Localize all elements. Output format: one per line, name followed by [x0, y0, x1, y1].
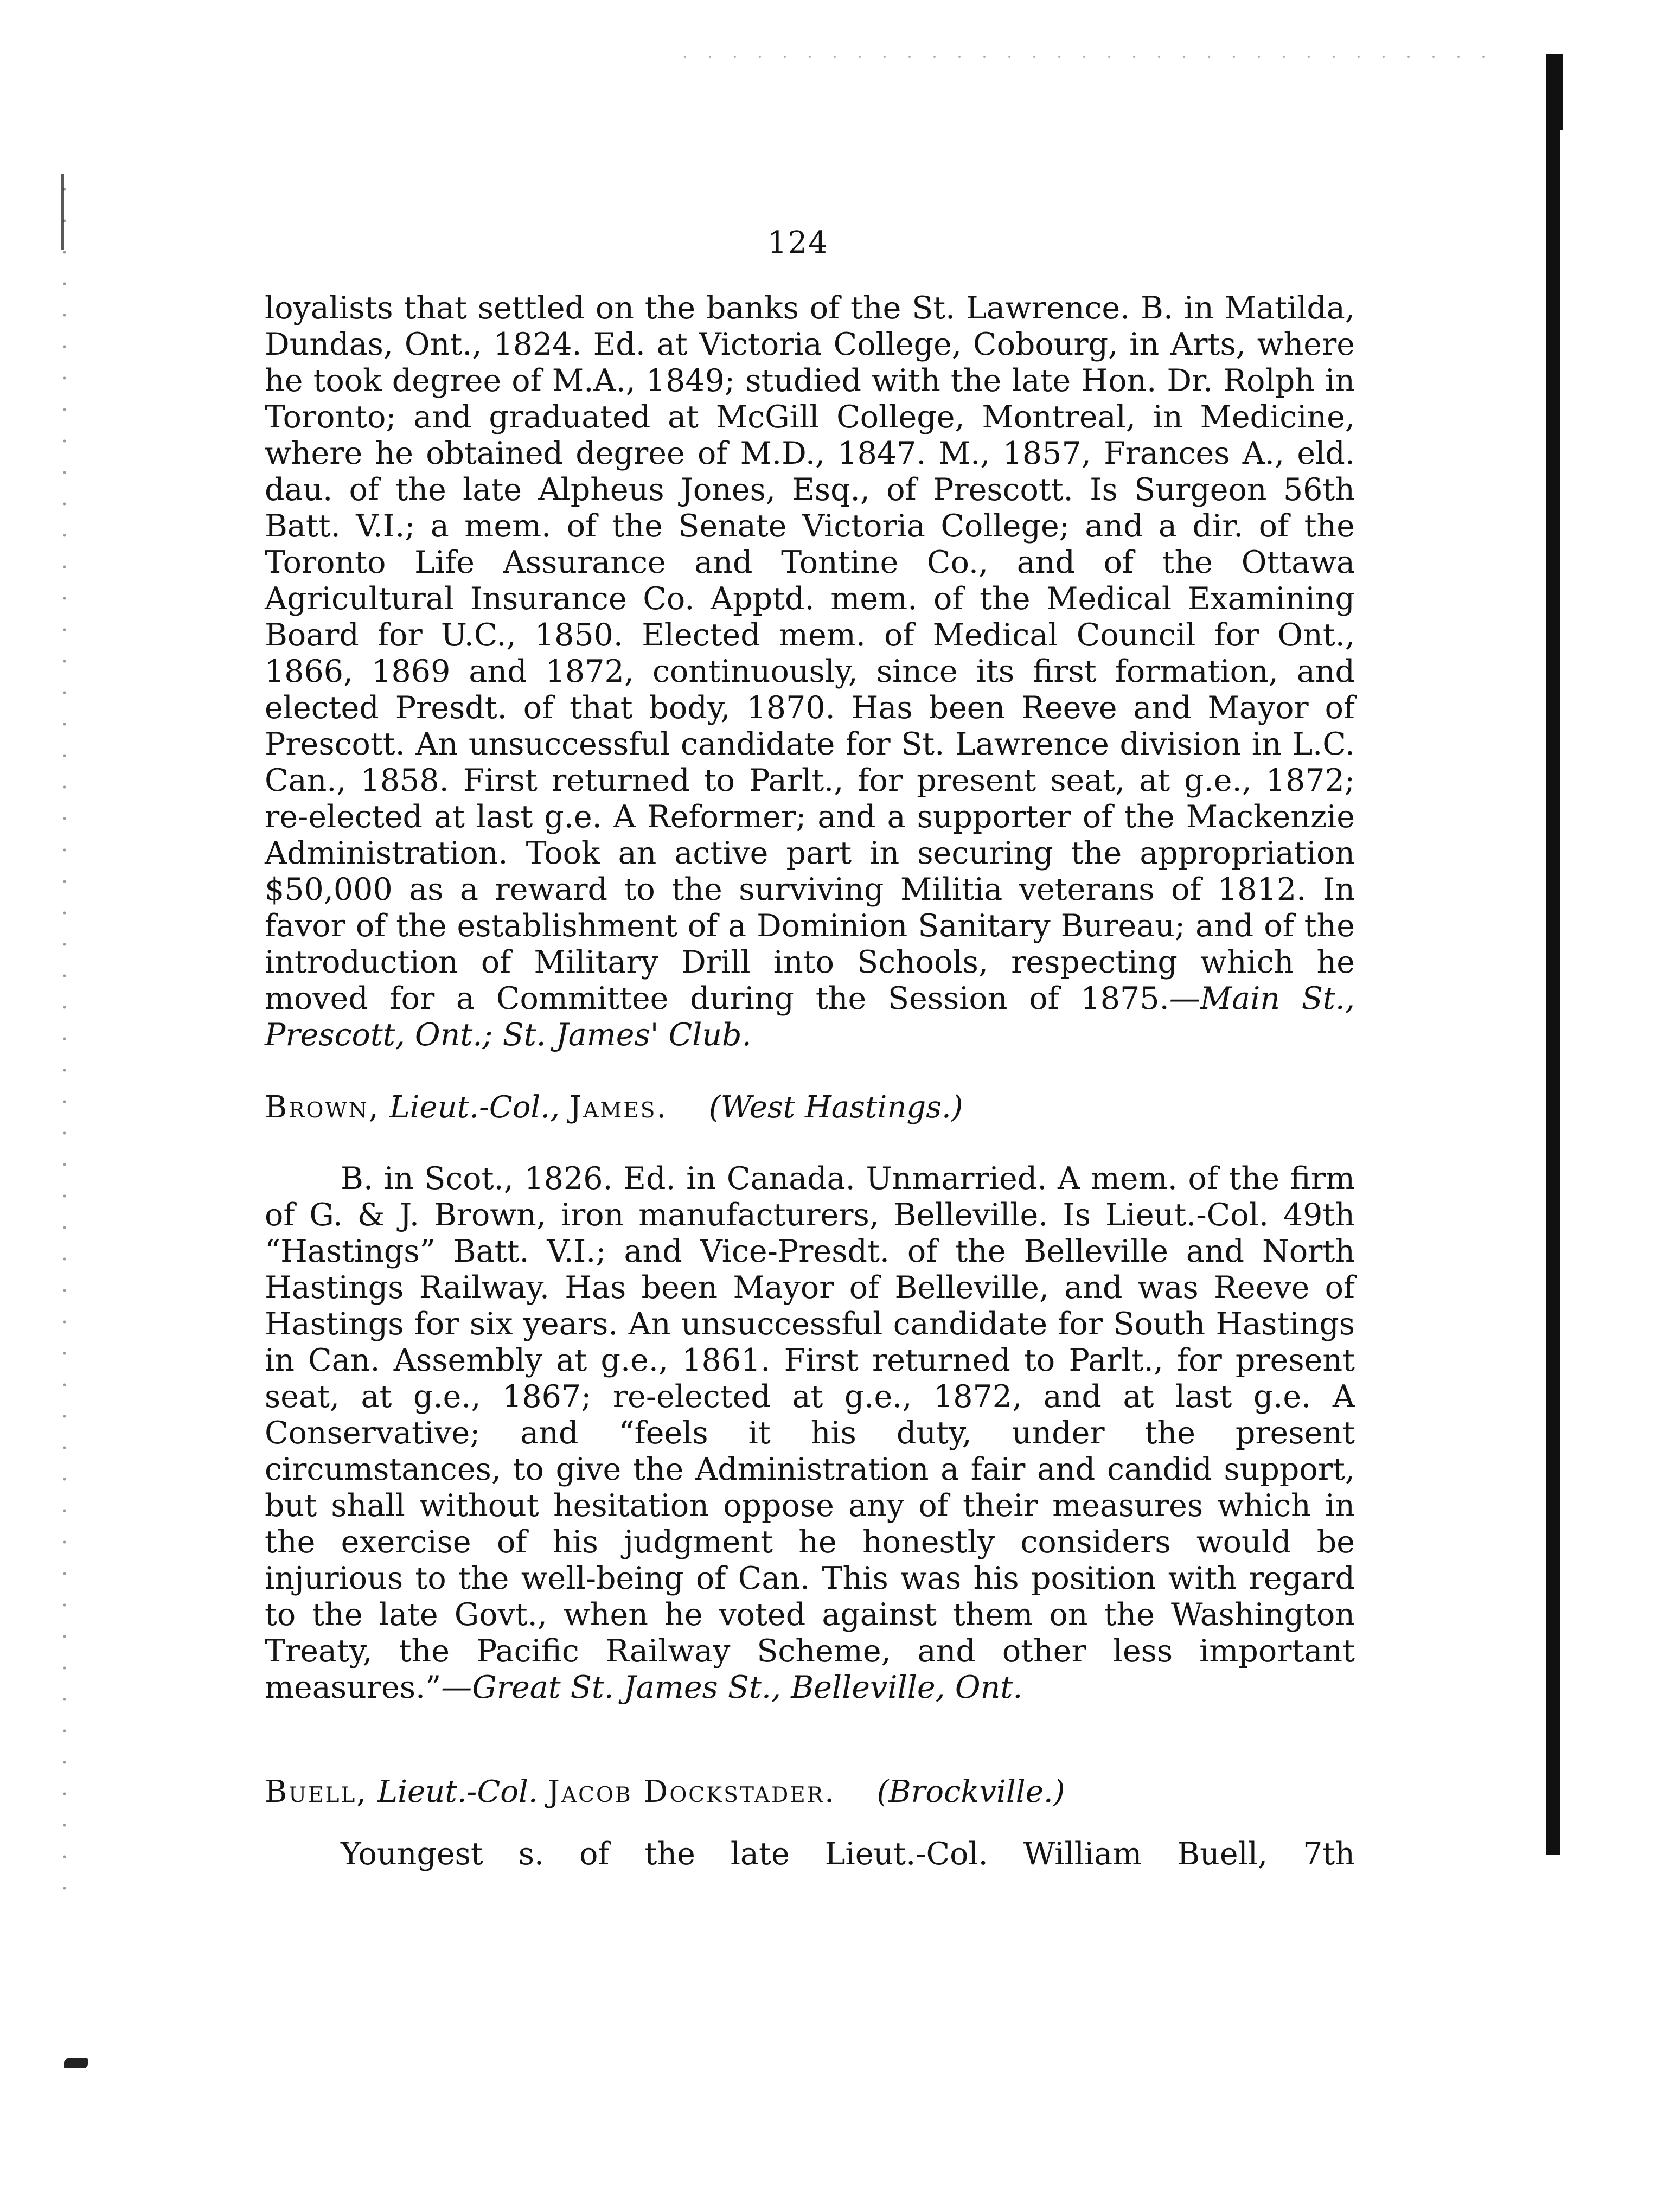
heading-constituency: (West Hastings.) [708, 1090, 963, 1125]
heading-given-name: Jacob Dockstader. [547, 1774, 836, 1810]
entry-heading-brown [265, 1089, 963, 1126]
scan-edge-bar [1546, 54, 1560, 1855]
scan-noise-left [60, 174, 69, 1898]
heading-rank: Lieut.-Col. [377, 1774, 538, 1810]
entry-address: —Great St. James St., Belleville, Ont. [441, 1670, 1023, 1705]
heading-given-name: James. [569, 1090, 668, 1125]
scan-noise-top [673, 53, 1486, 61]
heading-surname: Buell, [265, 1774, 368, 1810]
page-number: 124 [767, 225, 829, 260]
scan-mark-left [61, 174, 64, 250]
heading-constituency: (Brockville.) [876, 1774, 1065, 1810]
entry-body-buell: Youngest s. of the late Lieut.-Col. William Buell, 7th [341, 1836, 1355, 1872]
entry-body-brown [265, 1161, 1355, 1795]
entry-address: —Main St., Prescott, Ont.; St. James' Club. [265, 981, 1355, 1053]
entry-body-first [265, 290, 1355, 1071]
heading-rank: Lieut.-Col., [389, 1090, 560, 1125]
entry-body-text: B. in Scot., 1826. Ed. in Canada. Unmarried. A mem. of the firm of G. & J. Brown, iron manufacturers, Belleville. Is Lieut.-Col. 49th “Hastings” Batt. V.I.; and Vice-Presdt. of the Belleville and North Hastings Railway. Has been Mayor of Belleville, and was Reeve of Hastings for six years. An unsuccessful candidate for South Hastings in Can. Assembly at g.e., 1861. First returned to Parlt., for present seat, at g.e., 1867; re-elected at g.e., 1872, and at last g.e. A Conservative; and “feels it his duty, under the present circumstances, to give the Administration a fair and candid support, but shall without hesitation oppose any of their measures which in the exercise of his judgment he honestly considers would be injurious to the well-being of Can. This was his position with regard to the late Govt., when he voted against them on the Washington Treaty, the Pacific Railway Scheme, and other less important measures.” [265, 1161, 1355, 1705]
entry-heading-buell [265, 1774, 1065, 1810]
scan-mark-corner [64, 2058, 88, 2068]
entry-body-text: loyalists that settled on the banks of the St. Lawrence. B. in Matilda, Dundas, Ont., 1824. Ed. at Victoria College, Cobourg, in Arts, where he took degree of M.A., 1849; studied with the late Hon. Dr. Rolph in Toronto; and graduated at McGill College, Montreal, in Medicine, where he obtained degree of M.D., 1847. M., 1857, Frances A., eld. dau. of the late Alpheus Jones, Esq., of Prescott. Is Surgeon 56th Batt. V.I.; a mem. of the Senate Victoria College; and a dir. of the Toronto Life Assurance and Tontine Co., and of the Ottawa Agricultural Insurance Co. Apptd. mem. of the Medical Examining Board for U.C., 1850. Elected mem. of Medical Council for Ont., 1866, 1869 and 1872, continuously, since its first formation, and elected Presdt. of that body, 1870. Has been Reeve and Mayor of Prescott. An unsuccessful candidate for St. Lawrence division in L.C. Can., 1858. First returned to Parlt., for present seat, at g.e., 1872; re-elected at last g.e. A Reformer; and a supporter of the Mackenzie Administration. Took an active part in securing the appropriation $50,000 as a reward to the surviving Militia veterans of 1812. In favor of the establishment of a Dominion Sanitary Bureau; and of the introduction of Military Drill into Schools, respecting which he moved for a Committee during the Session of 1875. [265, 290, 1355, 1017]
scan-edge-bar-top [1546, 54, 1563, 130]
heading-surname: Brown, [265, 1090, 380, 1125]
